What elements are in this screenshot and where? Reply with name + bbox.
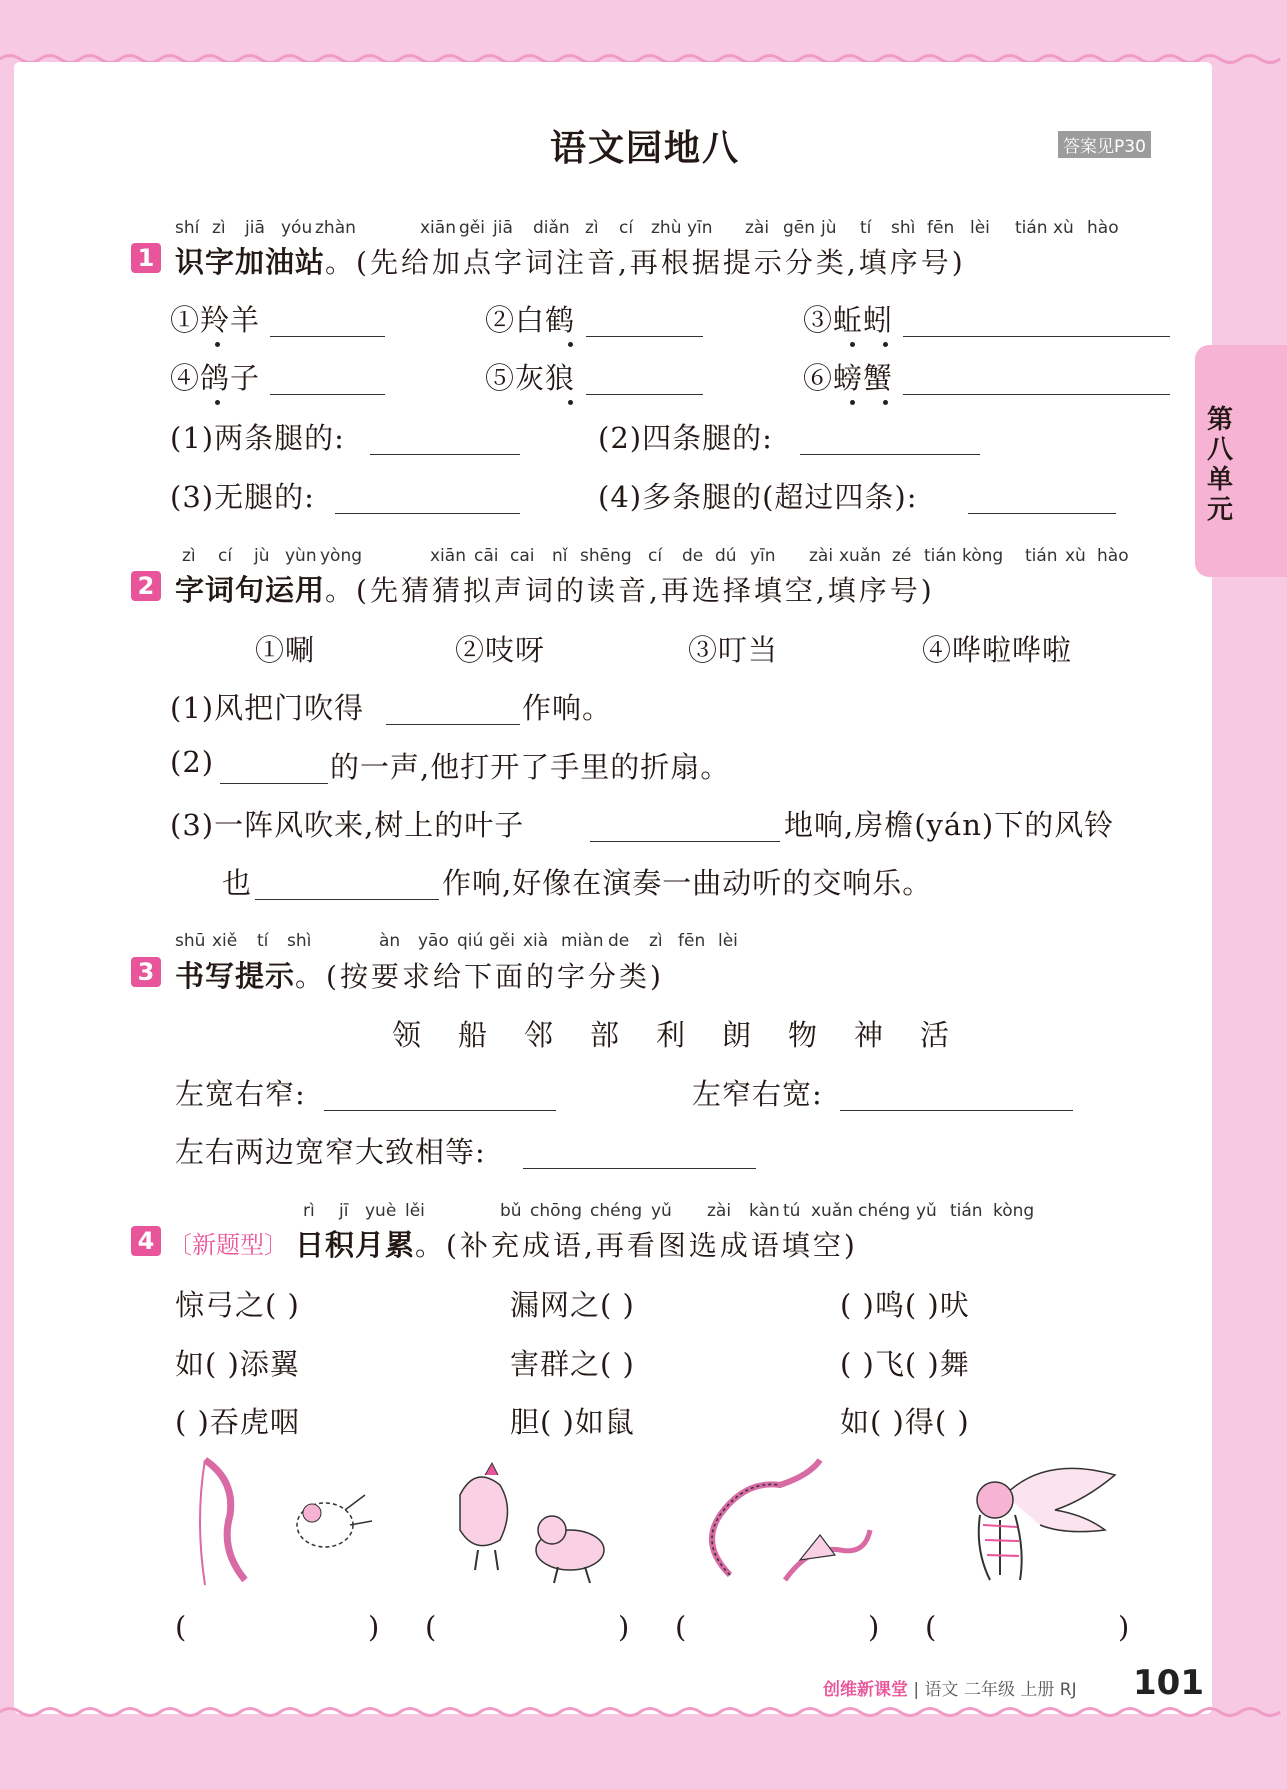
q1-category-4: (4)多条腿的(超过四条): [598, 480, 918, 514]
emphasis-dot [215, 400, 220, 405]
q1-item-6: ⑥螃蟹 [803, 361, 894, 395]
q3-char: 领 [392, 1018, 423, 1052]
q3-number-badge: 3 [131, 957, 161, 987]
q1-item-3: ③蚯蚓 [803, 303, 894, 337]
q2-number-badge: 2 [131, 571, 161, 601]
idiom-item: ( )吞虎咽 [175, 1405, 300, 1439]
q3-category-3-blank[interactable] [523, 1168, 756, 1169]
q1-heading: 识字加油站 [175, 245, 326, 279]
q2-sentence-3-cont: 也 [222, 866, 253, 900]
q2-sentence-3-blank-2[interactable] [255, 899, 439, 900]
idiom-item: 漏网之( ) [510, 1288, 635, 1322]
picture-blank-4-right: ) [1118, 1610, 1131, 1644]
q2-heading-row [175, 568, 935, 609]
idiom-item: 惊弓之( ) [175, 1288, 300, 1322]
q3-category-1: 左宽右窄: [175, 1077, 306, 1111]
dragon-and-phoenix-illustration [690, 1455, 880, 1590]
emphasis-dot [215, 342, 220, 347]
q2-sentence-3-end: 作响,好像在演奏一曲动听的交响乐。 [442, 866, 933, 900]
q1-item-5-blank[interactable] [586, 394, 703, 395]
tiger-with-wings-illustration [945, 1455, 1125, 1590]
idiom-item: ( )鸣( )吠 [840, 1288, 970, 1322]
q1-item-1-blank[interactable] [270, 336, 385, 337]
answer-reference-badge: 答案见P30 [1058, 131, 1151, 158]
q1-category-3: (3)无腿的: [170, 480, 315, 514]
page-title: 语文园地八 [550, 128, 741, 169]
emphasis-dot [883, 400, 888, 405]
q3-char: 物 [788, 1018, 819, 1052]
idiom-item: 害群之( ) [510, 1347, 635, 1381]
bow-and-bird-illustration [190, 1455, 390, 1590]
q2-sentence-2-blank[interactable] [220, 783, 328, 784]
q1-item-2-blank[interactable] [586, 336, 703, 337]
idiom-item: 如( )得( ) [840, 1405, 970, 1439]
q1-category-2-blank[interactable] [800, 454, 980, 455]
unit-side-tab-label: 第八单元 [1206, 405, 1233, 525]
q3-char: 船 [458, 1018, 489, 1052]
q2-sentence-1-end: 作响。 [522, 691, 613, 725]
q1-instruction: 。(先给加点字词注音,再根据提示分类,填序号) [325, 246, 966, 279]
idiom-item: 如( )添翼 [175, 1347, 300, 1381]
q2-sentence-2-end: 的一声,他打开了手里的折扇。 [330, 750, 731, 784]
emphasis-dot [568, 400, 573, 405]
q2-option-3: ③叮当 [688, 633, 779, 667]
rooster-and-dog-illustration [440, 1455, 630, 1590]
picture-blank-1-left: ( [175, 1610, 188, 1644]
footer-brand: 创维新课堂 [823, 1680, 908, 1700]
q4-heading-row [295, 1223, 858, 1264]
emphasis-dot [850, 342, 855, 347]
q3-instruction: 。(按要求给下面的字分类) [295, 960, 664, 993]
q1-item-2: ②白鹤 [485, 303, 576, 337]
q1-item-1: ①羚羊 [170, 303, 261, 337]
q2-sentence-2-start: (2) [170, 745, 215, 779]
idiom-item: 胆( )如鼠 [510, 1405, 635, 1439]
q4-new-type-tag: 〔新题型〕 [168, 1231, 288, 1259]
q1-item-6-blank[interactable] [903, 394, 1170, 395]
q1-category-2: (2)四条腿的: [598, 421, 773, 455]
idiom-item: ( )飞( )舞 [840, 1347, 970, 1381]
q3-category-2: 左窄右宽: [692, 1077, 823, 1111]
q1-heading-row [175, 240, 966, 281]
q2-instruction: 。(先猜猜拟声词的读音,再选择填空,填序号) [325, 574, 935, 607]
picture-blank-3-right: ) [868, 1610, 881, 1644]
q2-option-2: ②吱呀 [455, 633, 546, 667]
q2-sentence-1-blank[interactable] [386, 724, 520, 725]
q4-instruction: 。(补充成语,再看图选成语填空) [415, 1229, 858, 1262]
q3-char: 神 [854, 1018, 885, 1052]
q2-sentence-3-middle: 地响,房檐(yán)下的风铃 [784, 808, 1115, 842]
emphasis-dot [883, 342, 888, 347]
picture-blank-4-left: ( [925, 1610, 938, 1644]
q3-category-3: 左右两边宽窄大致相等: [175, 1135, 486, 1169]
q3-heading-row [175, 954, 664, 995]
picture-blank-2-left: ( [425, 1610, 438, 1644]
q1-category-3-blank[interactable] [335, 513, 520, 514]
emphasis-dot [568, 342, 573, 347]
q1-category-1-blank[interactable] [370, 454, 520, 455]
q3-category-2-blank[interactable] [840, 1110, 1073, 1111]
picture-blank-3-left: ( [675, 1610, 688, 1644]
footer-info: 语文 二年级 上册 RJ [924, 1680, 1077, 1700]
q1-item-5: ⑤灰狼 [485, 361, 576, 395]
q2-option-4: ④哗啦哗啦 [922, 633, 1073, 667]
q3-heading: 书写提示 [175, 959, 296, 993]
q1-item-4: ④鸽子 [170, 361, 261, 395]
emphasis-dot [850, 400, 855, 405]
q2-sentence-3-start: (3)一阵风吹来,树上的叶子 [170, 808, 525, 842]
q2-sentence-1-start: (1)风把门吹得 [170, 691, 365, 725]
q3-char: 部 [590, 1018, 621, 1052]
q1-category-1: (1)两条腿的: [170, 421, 345, 455]
q2-option-1: ①唰 [255, 633, 316, 667]
q2-heading: 字词句运用 [175, 573, 326, 607]
q1-item-3-blank[interactable] [903, 336, 1170, 337]
q1-category-4-blank[interactable] [968, 513, 1116, 514]
q3-char: 邻 [524, 1018, 555, 1052]
q1-item-4-blank[interactable] [270, 394, 385, 395]
q3-category-1-blank[interactable] [324, 1110, 556, 1111]
q3-char: 利 [656, 1018, 687, 1052]
q3-char: 朗 [722, 1018, 753, 1052]
q1-number-badge: 1 [131, 243, 161, 273]
q4-heading: 日积月累 [295, 1228, 416, 1262]
picture-blank-1-right: ) [368, 1610, 381, 1644]
page-number: 101 [1133, 1663, 1204, 1703]
picture-blank-2-right: ) [618, 1610, 631, 1644]
q2-sentence-3-blank-1[interactable] [590, 841, 780, 842]
wave-border-bottom [0, 1705, 1287, 1719]
q3-char: 活 [920, 1018, 951, 1052]
q4-number-badge: 4 [131, 1226, 161, 1256]
footer: 创维新课堂 | 语文 二年级 上册 RJ [823, 1680, 1077, 1700]
